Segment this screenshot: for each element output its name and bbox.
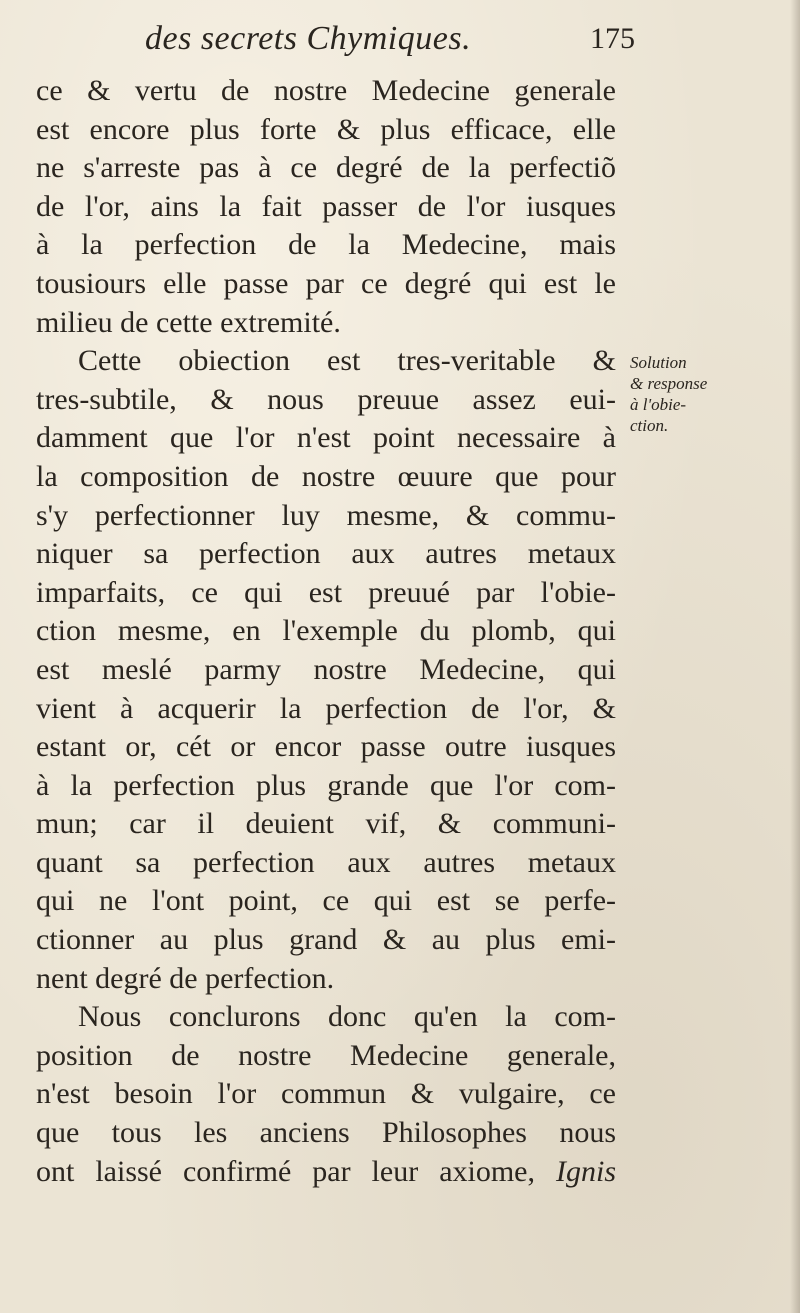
text-line: position de nostre Medecine generale, <box>36 1038 616 1072</box>
text-line: quant sa perfection aux autres metaux <box>36 845 616 879</box>
text-line: à la perfection plus grande que l'or com- <box>36 768 616 802</box>
text-line: ction mesme, en l'exemple du plomb, qui <box>36 614 616 648</box>
text-line: vient à acquerir la perfection de l'or, & <box>36 691 616 725</box>
text-line: ne s'arreste pas à ce degré de la perfectiõ <box>36 151 616 185</box>
text-line: mun; car il deuient vif, & communi- <box>36 807 616 841</box>
final-line-italic-word: Ignis <box>556 1154 616 1188</box>
text-line: à la perfection de la Medecine, mais <box>36 228 616 262</box>
margin-note <box>630 352 790 436</box>
text-line: n'est besoin l'or commun & vulgaire, ce <box>36 1077 616 1111</box>
page-number: 175 <box>590 22 635 55</box>
text-line: s'y perfectionner luy mesme, & commu- <box>36 498 616 532</box>
body-text <box>36 72 616 1191</box>
text-line: de l'or, ains la fait passer de l'or iusques <box>36 189 616 223</box>
text-line: nent degré de perfection. <box>36 961 335 995</box>
text-line: Nous conclurons donc qu'en la com- <box>78 1000 616 1034</box>
text-line-final <box>36 1153 616 1192</box>
margin-note-line: & response <box>630 374 708 393</box>
text-line: que tous les anciens Philosophes nous <box>36 1116 616 1150</box>
page-header <box>145 20 635 68</box>
text-line: est encore plus forte & plus efficace, elle <box>36 112 616 146</box>
page-edge-shadow <box>790 0 800 1313</box>
text-line: niquer sa perfection aux autres metaux <box>36 537 616 571</box>
text-line: damment que l'or n'est point necessaire à <box>36 421 616 455</box>
text-line: imparfaits, ce qui est preuué par l'obie- <box>36 575 616 609</box>
text-line: ce & vertu de nostre Medecine generale <box>36 74 616 107</box>
margin-note-line: ction. <box>630 416 669 435</box>
text-line: milieu de cette extremité. <box>36 305 341 339</box>
text-line: tres-subtile, & nous preuue assez eui- <box>36 382 616 416</box>
text-line: estant or, cét or encor passe outre iusques <box>36 730 616 764</box>
text-line: tousiours elle passe par ce degré qui est le <box>36 266 616 300</box>
text-line: qui ne l'ont point, ce qui est se perfe- <box>36 884 616 918</box>
text-line: ctionner au plus grand & au plus emi- <box>36 923 616 957</box>
text-line: est meslé parmy nostre Medecine, qui <box>36 652 616 686</box>
text-line: la composition de nostre œuure que pour <box>36 459 616 493</box>
margin-note-line: Solution <box>630 353 687 372</box>
margin-note-line: à l'obie- <box>630 395 687 414</box>
running-title: des secrets Chymiques. <box>145 20 472 57</box>
text-line: Cette obiection est tres-veritable & <box>78 344 616 378</box>
final-line-text: ont laissé confirmé par leur axiome, <box>36 1154 556 1188</box>
